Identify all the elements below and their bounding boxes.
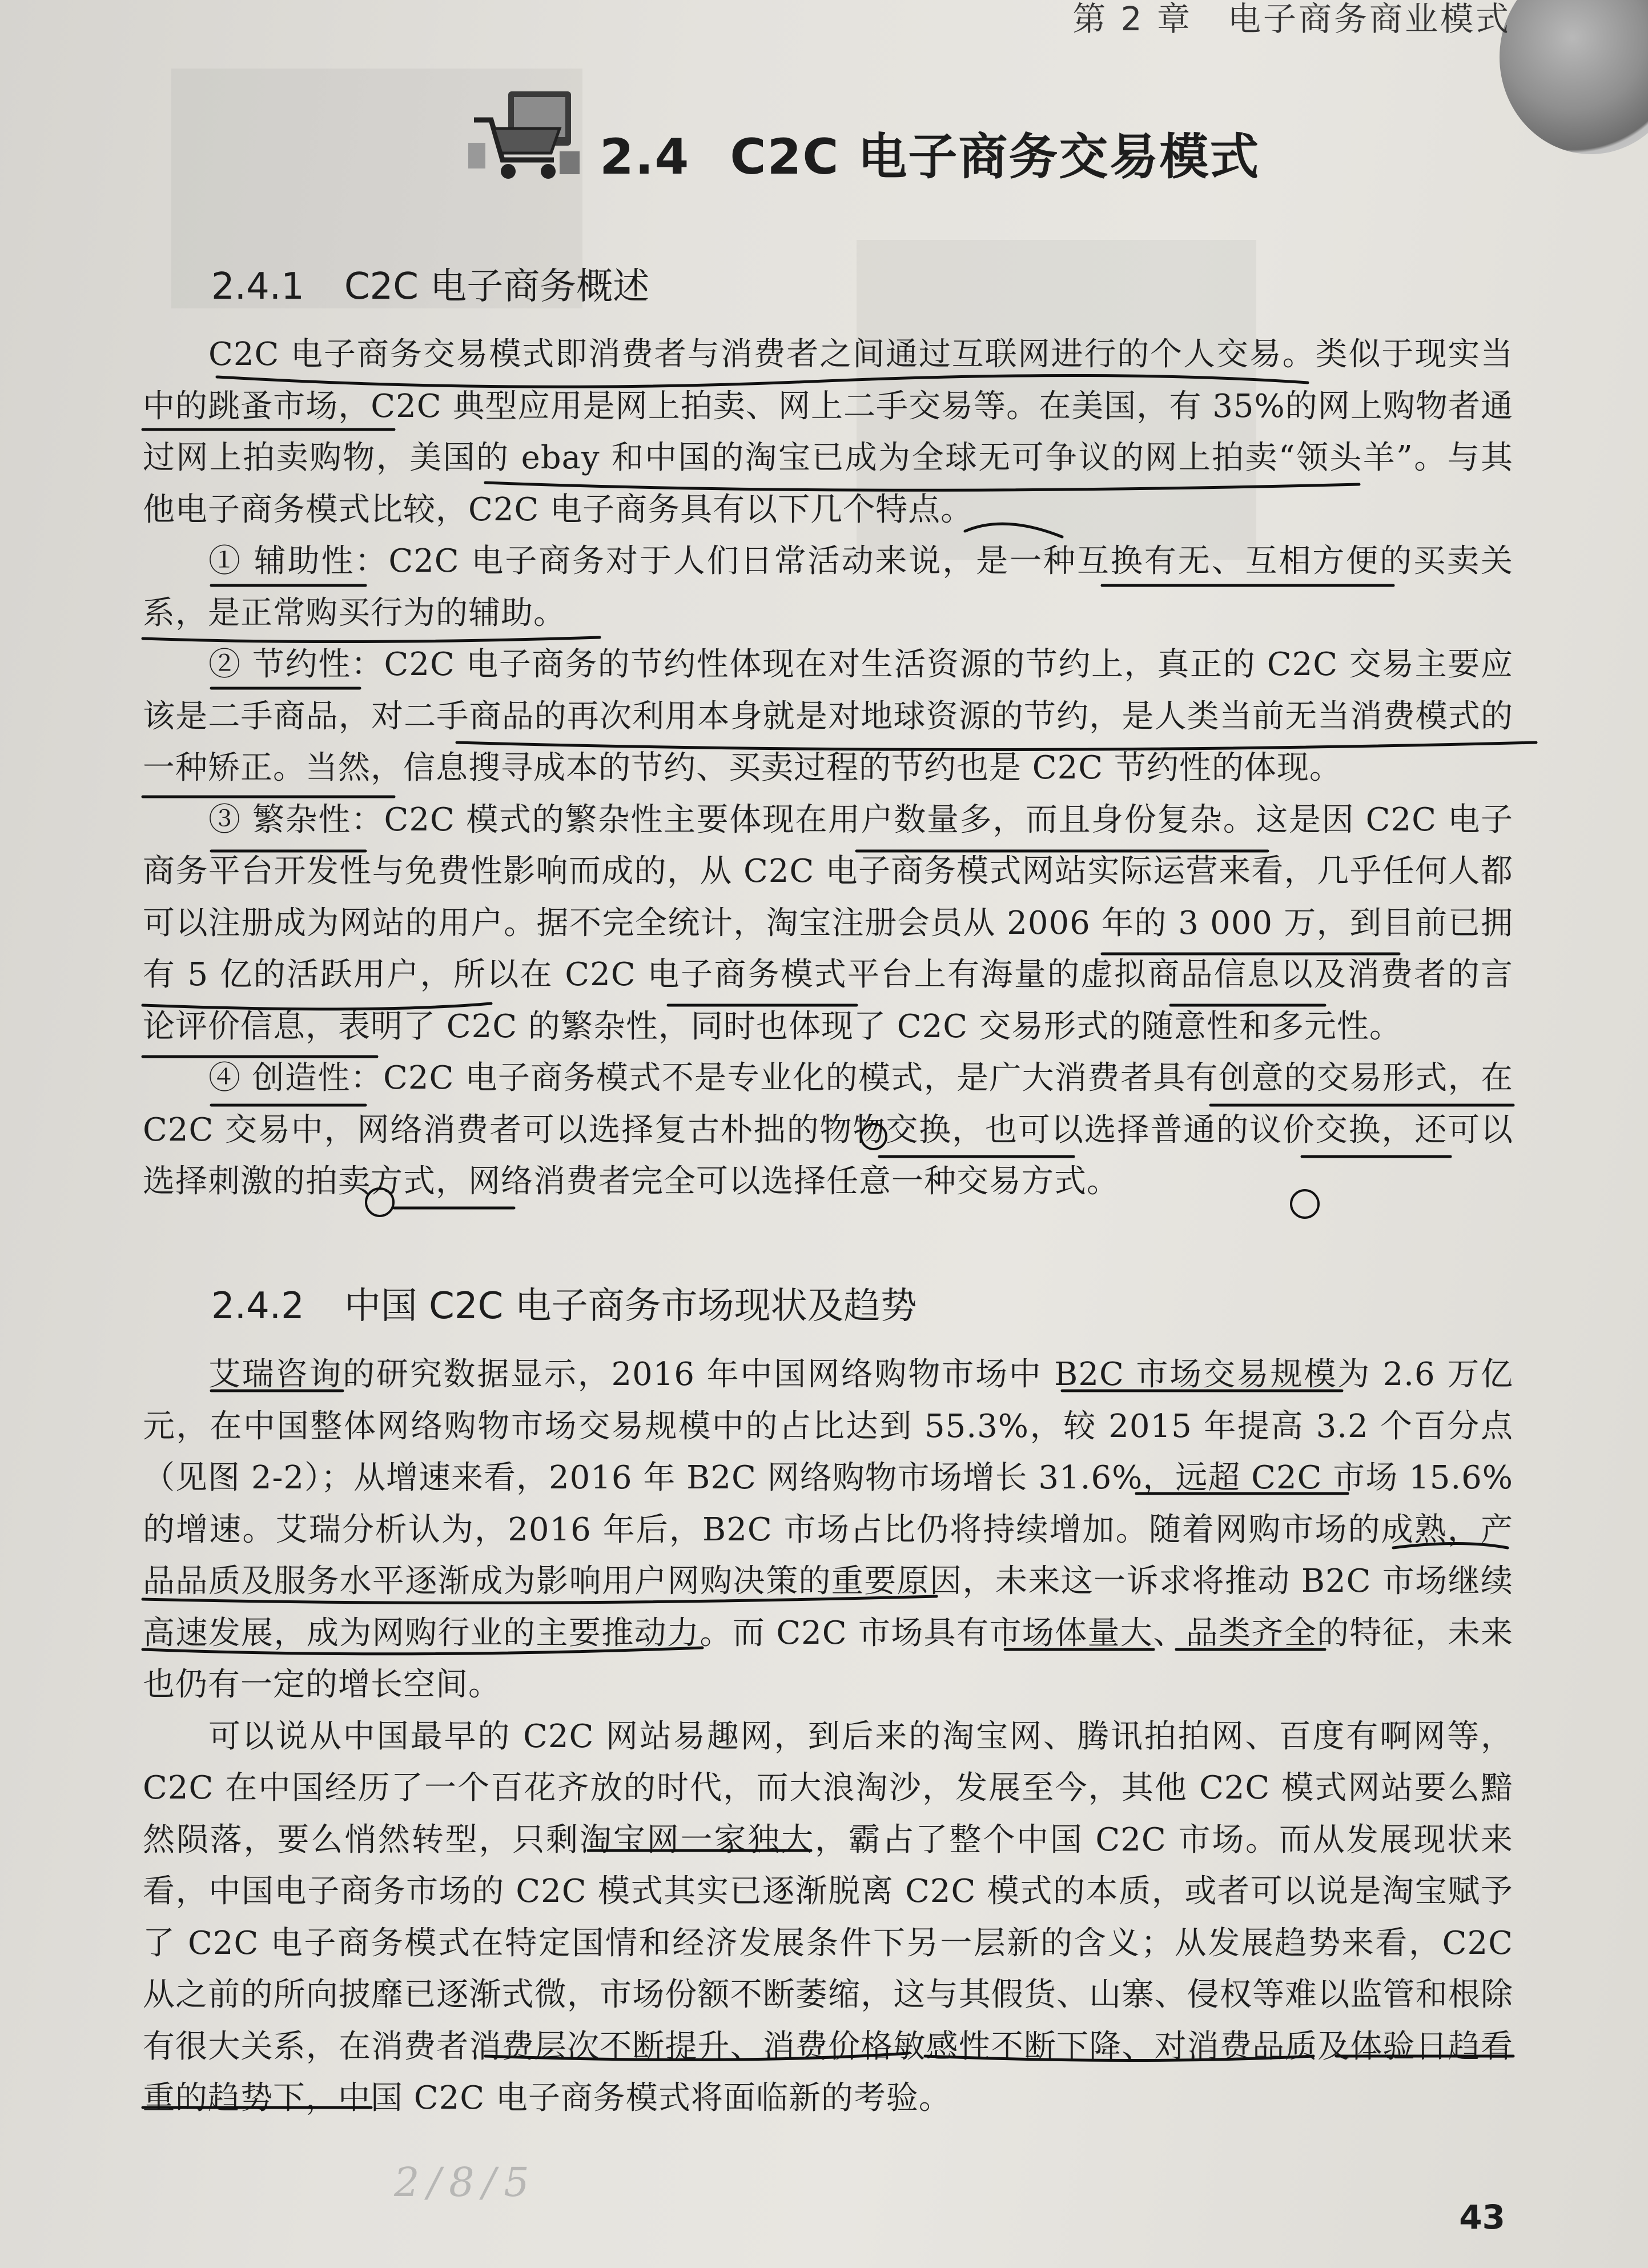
- paragraph-feature-1: ① 辅助性：C2C 电子商务对于人们日常活动来说，是一种互换有无、互相方便的买卖关系，是正常购买行为的辅助。: [143, 543, 1513, 632]
- subsection-title-text-1: C2C 电子商务概述: [344, 266, 650, 308]
- running-head: 第 2 章 电子商务商业模式: [1072, 0, 1511, 38]
- pencil-note: 2/8/5: [394, 2159, 537, 2206]
- section-title-text: C2C 电子商务交易模式: [730, 129, 1260, 186]
- corner-decoration: [1500, 0, 1648, 154]
- page-number: 43: [1459, 2198, 1505, 2237]
- paragraph-market-data: 艾瑞咨询的研究数据显示，2016 年中国网络购物市场中 B2C 市场交易规模为 2.6 万亿元，在中国整体网络购物市场交易规模中的占比达到 55.3%，较 2015 年提高 3.2 个百分点（见图 2-2）；从增速来看，2016 年 B2C 网络购物市场增长 31.6%，远超 C2C 市场 15.6%的增速。艾瑞分析认为，2016 年后，B2C 市场占比仍将持续增加。随着网购市场的成熟，产品品质及服务水平逐渐成为影响用户网购决策的重要原因，未来这一诉求将推动 B2C 市场继续高速发展，成为网购行业的主要推动力。而 C2C 市场具有市场体量大、品类齐全的特征，未来也仍有一定的增长空间。: [143, 1356, 1513, 1703]
- paragraph-intro: C2C 电子商务交易模式即消费者与消费者之间通过互联网进行的个人交易。类似于现实当中的跳蚤市场，C2C 典型应用是网上拍卖、网上二手交易等。在美国，有 35%的网上购物者通过网上拍卖购物，美国的 ebay 和中国的淘宝已成为全球无可争议的网上拍卖“领头羊”。与其他电子商务模式比较，C2C 电子商务具有以下几个特点。: [143, 336, 1513, 528]
- paragraph-market-trend: 可以说从中国最早的 C2C 网站易趣网，到后来的淘宝网、腾讯拍拍网、百度有啊网等，C2C 在中国经历了一个百花齐放的时代，而大浪淘沙，发展至今，其他 C2C 模式网站要么黯然陨落，要么悄然转型，只剩淘宝网一家独大，霸占了整个中国 C2C 市场。而从发展现状来看，中国电子商务市场的 C2C 模式其实已逐渐脱离 C2C 模式的本质，或者可以说是淘宝赋予了 C2C 电子商务模式在特定国情和经济发展条件下另一层新的含义；从发展趋势来看，C2C 从之前的所向披靡已逐渐式微，市场份额不断萎缩，这与其假货、山寨、侵权等难以监管和根除有很大关系，在消费者消费层次不断提升、消费价格敏感性不断下降、对消费品质及体验日趋看重的趋势下，中国 C2C 电子商务模式将面临新的考验。: [143, 1717, 1513, 2117]
- subsection-number-2: 2.4.2: [211, 1285, 304, 1327]
- subsection-title-text-2: 中国 C2C 电子商务市场现状及趋势: [344, 1285, 917, 1327]
- section-title: [600, 117, 1260, 188]
- subsection-title-1: [211, 257, 649, 310]
- section-2-body: [143, 1349, 1513, 2125]
- paragraph-feature-2: ② 节约性：C2C 电子商务的节约性体现在对生活资源的节约上，真正的 C2C 交易主要应该是二手商品，对二手商品的再次利用本身就是对地球资源的节约，是人类当前无当消费模式的一种矫正。当然，信息搜寻成本的节约、买卖过程的节约也是 C2C 节约性的体现。: [143, 646, 1513, 786]
- shopping-cart-icon: [468, 86, 582, 188]
- section-1-body: [143, 329, 1513, 1208]
- subsection-number-1: 2.4.1: [211, 266, 304, 308]
- paragraph-feature-4: ④ 创造性：C2C 电子商务模式不是专业化的模式，是广大消费者具有创意的交易形式，在 C2C 交易中，网络消费者可以选择复古朴拙的物物交换，也可以选择普通的议价交换，还可以选择刺激的拍卖方式，网络消费者完全可以选择任意一种交易方式。: [143, 1059, 1513, 1200]
- subsection-title-2: [211, 1276, 917, 1329]
- section-number: 2.4: [600, 129, 690, 186]
- paragraph-feature-3: ③ 繁杂性：C2C 模式的繁杂性主要体现在用户数量多，而且身份复杂。这是因 C2C 电子商务平台开发性与免费性影响而成的，从 C2C 电子商务模式网站实际运营来看，几乎任何人都可以注册成为网站的用户。据不完全统计，淘宝注册会员从 2006 年的 3 000 万，到目前已拥有 5 亿的活跃用户，所以在 C2C 电子商务模式平台上有海量的虚拟商品信息以及消费者的言论评价信息，表明了 C2C 的繁杂性，同时也体现了 C2C 交易形式的随意性和多元性。: [143, 801, 1513, 1045]
